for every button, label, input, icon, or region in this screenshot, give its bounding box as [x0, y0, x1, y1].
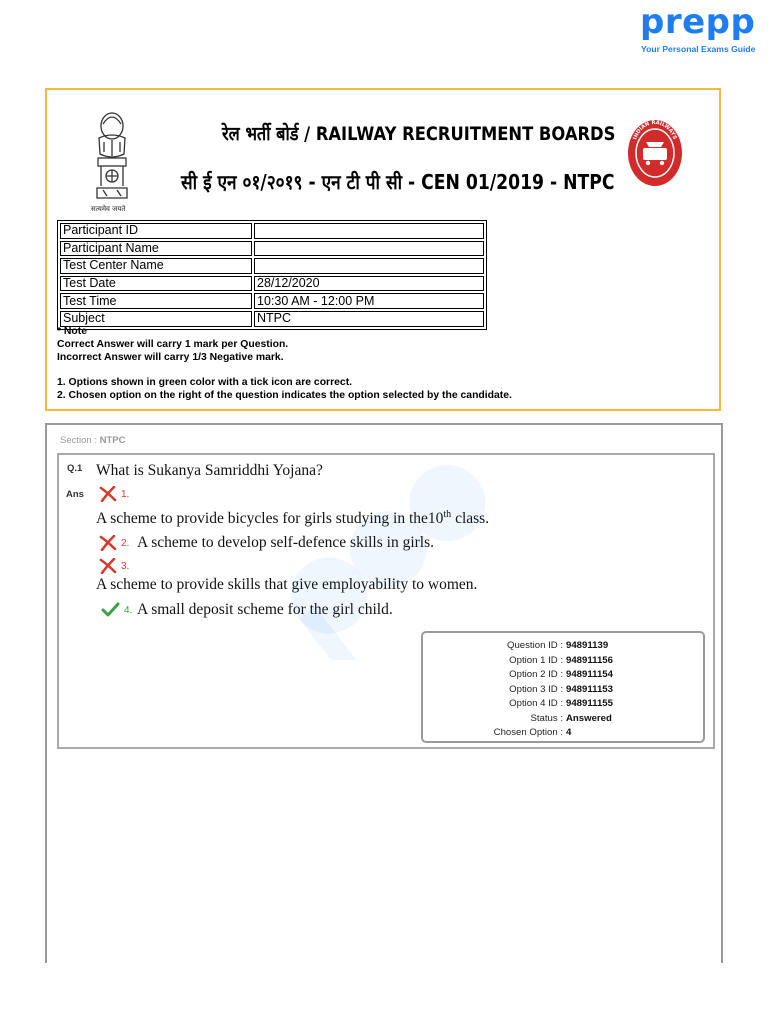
option-number: 2.: [121, 537, 130, 549]
note-line: Correct Answer will carry 1 mark per Question.: [57, 338, 289, 350]
meta-value: 948911155: [566, 698, 613, 709]
table-row: [60, 241, 484, 257]
meta-value: 4: [566, 727, 572, 738]
question-text: What is Sukanya Samriddhi Yojana?: [96, 462, 323, 479]
meta-row: [423, 713, 703, 727]
meta-row: [423, 640, 703, 654]
meta-key: Option 4 ID :: [509, 698, 563, 709]
option-1-marker: [99, 486, 129, 502]
cross-icon: [99, 558, 117, 574]
option-2-marker: [99, 535, 129, 551]
info-label: Participant ID: [60, 223, 252, 239]
info-value: [254, 241, 484, 257]
option-2-text: A scheme to develop self-defence skills in girls.: [137, 534, 435, 551]
info-label: Participant Name: [60, 241, 252, 257]
info-value: [254, 223, 484, 239]
meta-key: Status :: [530, 712, 563, 724]
national-emblem-icon: [89, 104, 135, 216]
option-1-text: [96, 509, 489, 528]
tick-icon: [101, 602, 120, 618]
meta-value: 948911154: [566, 669, 613, 680]
brand-name: prepp: [640, 2, 756, 42]
meta-value: 948911153: [566, 683, 613, 695]
exam-header-card: [45, 88, 721, 411]
meta-key: Chosen Option :: [493, 727, 563, 738]
section-name: NTPC: [99, 435, 126, 446]
meta-value: Answered: [566, 712, 612, 724]
brand-tagline: Your Personal Exams Guide: [641, 44, 756, 54]
meta-row: [423, 655, 703, 669]
note-line: 1. Options shown in green color with a tick icon are correct.: [57, 377, 353, 389]
meta-value: 948911156: [566, 654, 613, 666]
meta-value: 94891139: [566, 640, 609, 651]
info-label: Subject: [60, 311, 252, 327]
info-label: Test Time: [60, 293, 252, 309]
table-row: [60, 223, 484, 239]
participant-info-table: [57, 220, 487, 330]
note-heading: * Note: [57, 326, 88, 337]
emblem-caption: सत्यमेव जयते: [91, 205, 126, 213]
meta-row: [423, 698, 703, 712]
section-label: [60, 435, 125, 446]
table-row: [60, 311, 484, 327]
question-panel: [45, 423, 723, 963]
meta-key: Question ID :: [507, 640, 563, 651]
meta-row: [423, 684, 703, 698]
meta-key: Option 1 ID :: [509, 654, 563, 666]
note-line: 2. Chosen option on the right of the question indicates the option selected by the candidate.: [57, 389, 512, 401]
table-row: [60, 258, 484, 274]
note-spacer: [57, 364, 512, 377]
meta-key: Option 2 ID :: [509, 669, 563, 680]
table-row: [60, 276, 484, 292]
info-value: [254, 258, 484, 274]
cross-icon: [99, 535, 117, 551]
option-1-main: A scheme to provide bicycles for girls studying in the10: [96, 510, 444, 528]
question-meta-box: [421, 631, 705, 743]
question-box: [57, 453, 715, 749]
board-title: रेल भर्ती बोर्ड / RAILWAY RECRUITMENT BOARDS: [222, 123, 616, 145]
marking-notes: [57, 326, 512, 403]
option-1-superscript: th: [443, 509, 452, 520]
prepp-logo: [636, 2, 766, 58]
info-label: Test Date: [60, 276, 252, 292]
meta-key: Option 3 ID :: [509, 683, 563, 695]
section-label-text: Section :: [60, 435, 97, 446]
option-4-text: A small deposit scheme for the girl child.: [137, 601, 393, 618]
info-label: Test Center Name: [60, 258, 252, 274]
rail-logo-text: INDIAN RAILWAYS: [632, 119, 678, 141]
indian-railways-logo-icon: [626, 118, 684, 188]
exam-code-title: सी ई एन ०१/२०१९ - एन टी पी सी - CEN 01/2019 - NTPC: [181, 170, 615, 194]
table-row: [60, 293, 484, 309]
meta-row: [423, 669, 703, 683]
cross-icon: [99, 486, 117, 502]
info-value: 28/12/2020: [254, 276, 484, 292]
question-number: Q.1: [67, 463, 83, 474]
option-3-marker: [99, 558, 129, 574]
answer-label: Ans: [66, 489, 84, 500]
option-number: 3.: [121, 560, 130, 572]
info-value: NTPC: [254, 311, 484, 327]
meta-row: [423, 727, 703, 741]
note-line: Incorrect Answer will carry 1/3 Negative mark.: [57, 351, 284, 363]
option-number: 1.: [121, 488, 130, 500]
info-value: 10:30 AM - 12:00 PM: [254, 293, 484, 309]
option-number: 4.: [124, 604, 133, 616]
option-3-text: A scheme to provide skills that give employability to women.: [96, 576, 478, 593]
option-4-marker: [101, 602, 132, 618]
option-1-tail: class.: [451, 510, 490, 528]
